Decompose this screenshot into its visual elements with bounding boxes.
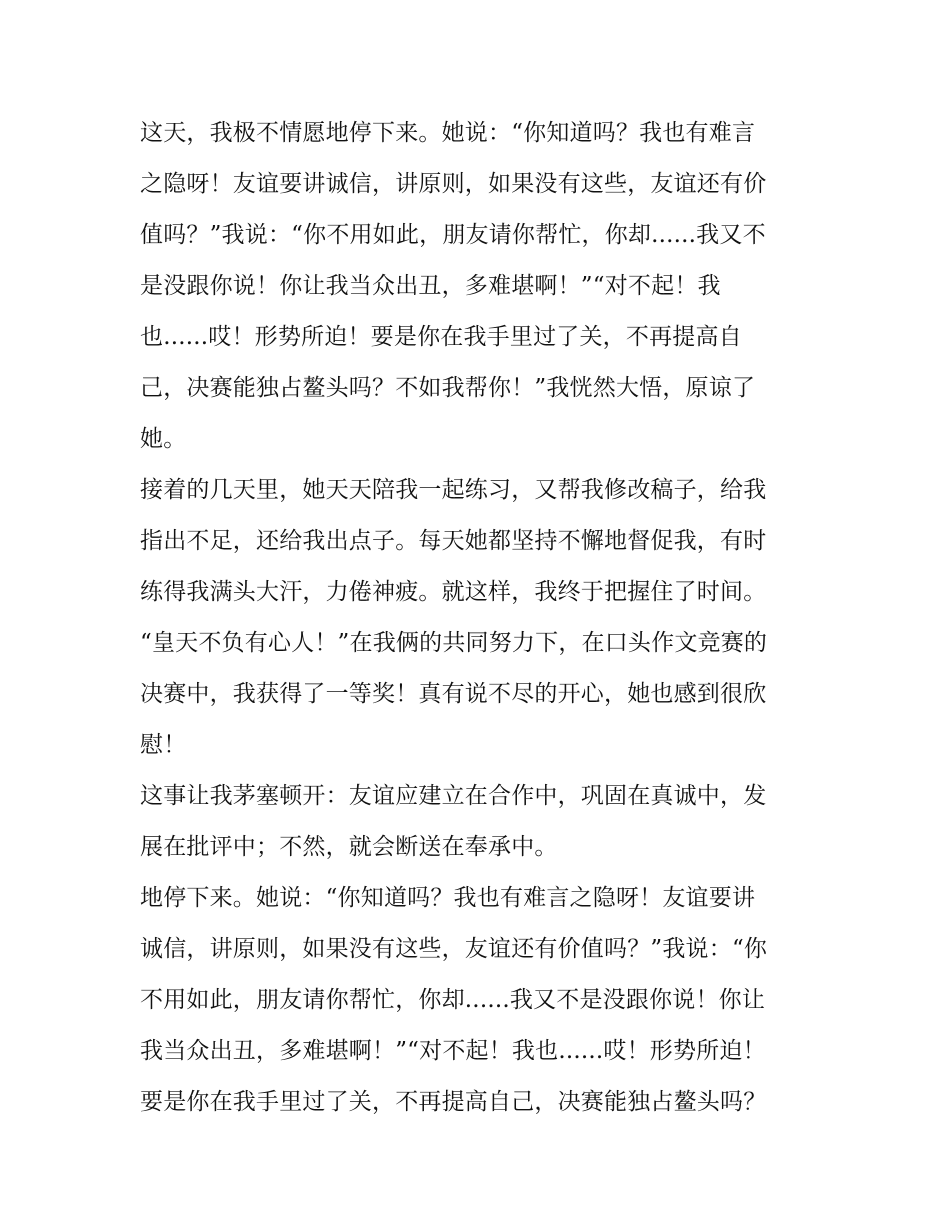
text-line: 这天，我极不情愿地停下来。她说：“你知道吗？我也有难言 — [140, 120, 756, 146]
text-line: 诚信，讲原则，如果没有这些，友谊还有价值吗？”我说：“你 — [140, 936, 768, 962]
text-line: 她。 — [140, 426, 187, 452]
text-line: 这事让我茅塞顿开：友谊应建立在合作中，巩固在真诚中，发 — [140, 783, 767, 809]
text-line: 指出不足，还给我出点子。每天她都坚持不懈地督促我，有时 — [140, 528, 767, 554]
text-line: 决赛中，我获得了一等奖！真有说不尽的开心，她也感到很欣 — [140, 681, 767, 707]
text-line: 展在批评中；不然，就会断送在奉承中。 — [140, 834, 558, 860]
text-line: 接着的几天里，她天天陪我一起练习，又帮我修改稿子，给我 — [140, 477, 767, 503]
text-line: 己，决赛能独占鳌头吗？不如我帮你！”我恍然大悟，原谅了 — [140, 375, 756, 401]
text-line: 不用如此，朋友请你帮忙，你却......我又不是没跟你说！你让 — [140, 987, 766, 1013]
text-line: 地停下来。她说：“你知道吗？我也有难言之隐呀！友谊要讲 — [140, 885, 756, 911]
text-line: 慰！ — [140, 732, 187, 758]
text-line: 之隐呀！友谊要讲诚信，讲原则，如果没有这些，友谊还有价 — [140, 171, 767, 197]
text-line: “皇天不负有心人！”在我俩的共同努力下，在口头作文竞赛的 — [140, 630, 768, 656]
text-line: 要是你在我手里过了关，不再提高自己，决赛能独占鳌头吗？ — [140, 1089, 767, 1115]
text-line: 也......哎！形势所迫！要是你在我手里过了关，不再提高自 — [140, 324, 742, 350]
text-line: 值吗？”我说：“你不用如此，朋友请你帮忙，你却......我又不 — [140, 222, 766, 248]
text-line: 是没跟你说！你让我当众出丑，多难堪啊！”“对不起！我 — [140, 273, 721, 299]
text-line: 练得我满头大汗，力倦神疲。就这样，我终于把握住了时间。 — [140, 579, 767, 605]
text-line: 我当众出丑，多难堪啊！”“对不起！我也......哎！形势所迫！ — [140, 1038, 766, 1064]
